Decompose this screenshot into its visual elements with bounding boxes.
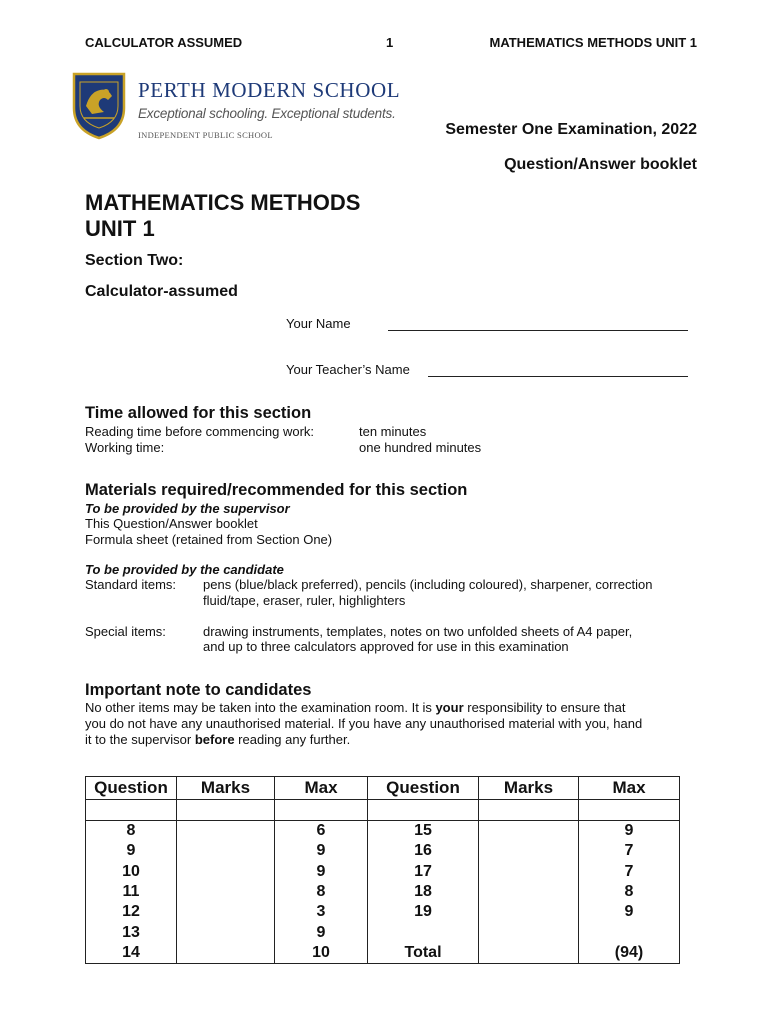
candidate-heading: To be provided by the candidate: [85, 562, 284, 577]
marks-cell[interactable]: [177, 841, 275, 861]
your-name-field[interactable]: [388, 330, 688, 331]
marks-cell[interactable]: [479, 841, 579, 861]
header-left: CALCULATOR ASSUMED: [85, 35, 243, 50]
reading-time-label: Reading time before commencing work:: [85, 424, 315, 439]
materials-heading: Materials required/recommended for this section: [85, 481, 468, 499]
standard-items-label: Standard items:: [85, 577, 177, 592]
table-row: 13 9: [86, 922, 680, 942]
marks-cell[interactable]: [479, 821, 579, 842]
column-header: Max: [579, 777, 680, 800]
booklet-label: Question/Answer booklet: [504, 156, 697, 173]
special-items-line1: drawing instruments, templates, notes on two unfolded sheets of A4 paper,: [203, 624, 633, 639]
marks-table: [85, 776, 680, 964]
marks-cell[interactable]: [177, 821, 275, 842]
school-name: PERTH MODERN SCHOOL: [138, 78, 401, 102]
column-header: Marks: [177, 777, 275, 800]
supervisor-item: This Question/Answer booklet: [85, 516, 258, 531]
course-title-line1: MATHEMATICS METHODS: [85, 190, 361, 215]
special-items-label: Special items:: [85, 624, 166, 639]
supervisor-item: Formula sheet (retained from Section One): [85, 532, 333, 547]
special-items-line2: and up to three calculators approved for use in this examination: [203, 639, 569, 654]
reading-time-value: ten minutes: [359, 424, 427, 439]
working-time-label: Working time:: [85, 440, 165, 455]
column-header: Question: [368, 777, 479, 800]
important-line2: you do not have any unauthorised material. If you have any unauthorised material with you, hand: [85, 716, 643, 731]
table-row: 9 9 16 7: [86, 841, 680, 861]
important-heading: Important note to candidates: [85, 681, 312, 699]
marks-cell[interactable]: [177, 862, 275, 882]
header-right: MATHEMATICS METHODS UNIT 1: [489, 35, 697, 50]
column-header: Max: [275, 777, 368, 800]
marks-cell[interactable]: [177, 922, 275, 942]
marks-cell[interactable]: [479, 922, 579, 942]
table-row: 11 8 18 8: [86, 882, 680, 902]
standard-items-line2: fluid/tape, eraser, ruler, highlighters: [203, 593, 406, 608]
school-crest-logo: [70, 70, 128, 140]
teacher-name-label: Your Teacher’s Name: [286, 362, 410, 377]
table-spacer-row: [86, 800, 680, 821]
standard-items-line1: pens (blue/black preferred), pencils (including coloured), sharpener, correction: [203, 577, 653, 592]
column-header: Question: [86, 777, 177, 800]
time-allowed-heading: Time allowed for this section: [85, 404, 312, 422]
exam-title: Semester One Examination, 2022: [445, 121, 697, 138]
table-row-total: 14 10 Total (94): [86, 943, 680, 964]
column-header: Marks: [479, 777, 579, 800]
total-label: Total: [368, 943, 479, 964]
supervisor-heading: To be provided by the supervisor: [85, 501, 290, 516]
course-title: [85, 190, 360, 242]
total-marks-cell[interactable]: [479, 943, 579, 964]
section-heading: Section Two:: [85, 252, 184, 269]
working-time-value: one hundred minutes: [359, 440, 482, 455]
school-tagline: Exceptional schooling. Exceptional students.: [138, 106, 396, 121]
marks-cell[interactable]: [479, 862, 579, 882]
your-name-label: Your Name: [286, 316, 351, 331]
section-subheading: Calculator-assumed: [85, 283, 238, 300]
school-subtitle: INDEPENDENT PUBLIC SCHOOL: [138, 130, 273, 140]
marks-cell[interactable]: [177, 902, 275, 922]
table-header-row: [86, 777, 680, 800]
page-number: 1: [386, 35, 394, 50]
table-row: 10 9 17 7: [86, 862, 680, 882]
important-line3: it to the supervisor before reading any further.: [85, 732, 351, 747]
teacher-name-field[interactable]: [428, 376, 688, 377]
course-title-line2: UNIT 1: [85, 216, 155, 241]
marks-cell[interactable]: [479, 902, 579, 922]
total-max: (94): [579, 943, 680, 964]
marks-cell[interactable]: [177, 882, 275, 902]
marks-cell[interactable]: [177, 943, 275, 964]
important-line1: No other items may be taken into the examination room. It is your responsibility to ensure that: [85, 700, 626, 715]
table-row: 12 3 19 9: [86, 902, 680, 922]
marks-cell[interactable]: [479, 882, 579, 902]
table-row: 8 6 15 9: [86, 821, 680, 842]
